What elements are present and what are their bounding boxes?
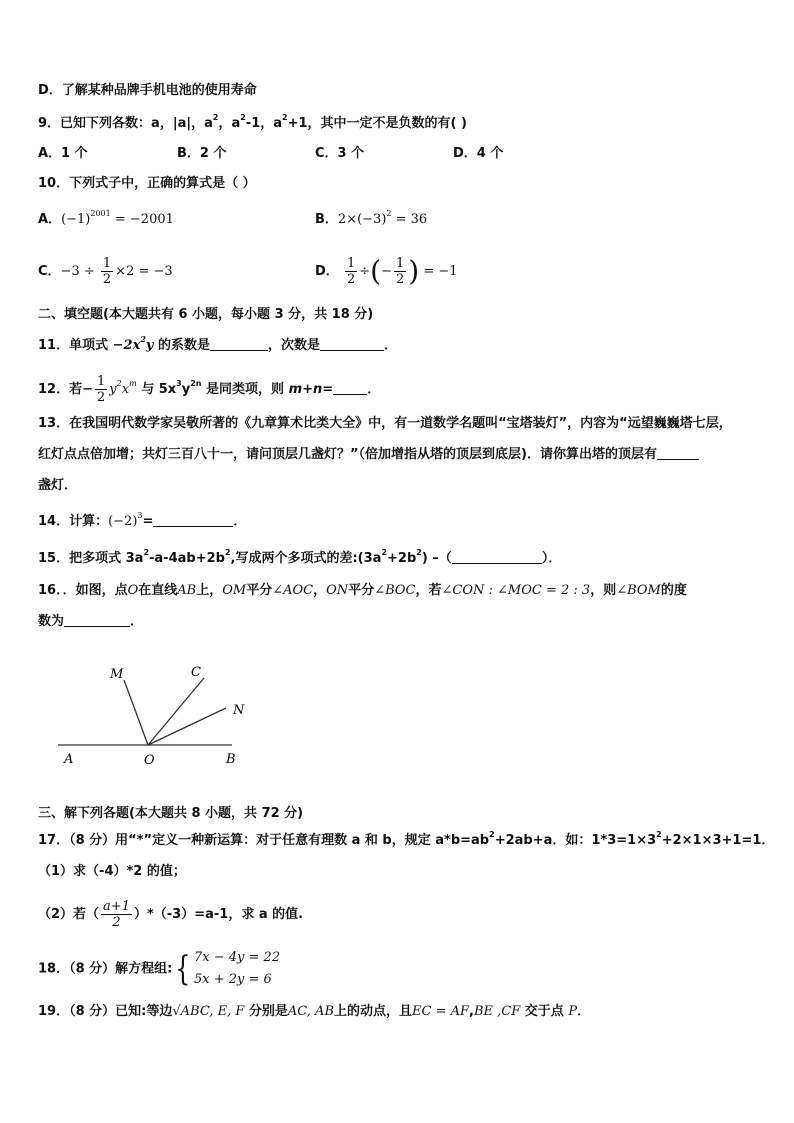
label-n: N xyxy=(233,703,245,718)
q10-a-label: A． xyxy=(38,212,62,227)
q10-c-fraction xyxy=(101,256,113,287)
q12-fraction xyxy=(95,374,107,405)
q9-stem-d: +1，其中一定不是负数的有( ) xyxy=(287,116,467,131)
q12-blank[interactable] xyxy=(333,382,367,395)
q10-option-d[interactable] xyxy=(315,256,458,287)
q17-stem-post2: +2ab+a．如：1*3=1×3 xyxy=(494,833,657,848)
q10-d-minus: − xyxy=(381,264,392,279)
q15-s3: 2 xyxy=(381,548,388,557)
q15-blank[interactable] xyxy=(452,551,542,564)
q16-ang2: ∠BOC xyxy=(374,583,416,598)
q15-text: 15．把多项式 3a xyxy=(38,551,144,566)
label-b: B xyxy=(226,752,236,767)
q14-pre: 14．计算： xyxy=(38,514,109,529)
label-c: C xyxy=(191,665,201,680)
question-17-stem xyxy=(38,830,775,849)
q19-mid4: 交于点 xyxy=(524,1004,564,1019)
q9-option-c[interactable]: C．3 个 xyxy=(315,146,365,161)
q9-option-b[interactable]: B．2 个 xyxy=(177,146,227,161)
question-12 xyxy=(38,374,380,405)
question-16-line-2 xyxy=(38,614,143,630)
q19-mid2: 上的动点，且 xyxy=(334,1004,413,1019)
q10-a-rhs: = −2001 xyxy=(114,212,174,227)
q15-end: ）． xyxy=(541,551,562,566)
q17-fraction xyxy=(101,899,132,930)
question-15 xyxy=(38,548,562,567)
q11-end: ． xyxy=(384,338,398,353)
q12-t1: y xyxy=(109,382,117,397)
q16-l1-e: 平分 xyxy=(348,583,375,598)
q10-d-div: ÷ xyxy=(359,264,371,279)
q10-d-rhs: = −1 xyxy=(423,264,458,279)
q19-mid: 分别是 xyxy=(248,1004,288,1019)
q17-part-1: （1）求（-4）*2 的值； xyxy=(38,864,186,879)
question-14 xyxy=(38,511,247,530)
q12-t1exp: 2 xyxy=(116,379,122,388)
q12-eq: = xyxy=(322,382,334,397)
q14-exp: 3 xyxy=(137,511,143,520)
q16-l1-c: 平分 xyxy=(246,583,273,598)
q9-sup: 2 xyxy=(212,113,219,122)
q12-e2: 2n xyxy=(190,379,202,388)
q19-end: ． xyxy=(577,1004,591,1019)
section-2-heading: 二、填空题(本大题共有 6 小题，每小题 3 分，共 18 分) xyxy=(38,307,374,322)
q12-e1: 3 xyxy=(176,379,182,388)
q16-l1-f: ，若 xyxy=(415,583,442,598)
section-3-heading: 三、解下列各题(本大题共 8 小题，共 72 分) xyxy=(38,806,304,821)
q10-option-b[interactable] xyxy=(315,209,428,228)
q12-y2: y xyxy=(181,382,191,397)
q12-and: 与 5x xyxy=(141,382,177,397)
q10-c-rhs: ×2 = −3 xyxy=(115,264,173,279)
q9-stem-text: 9．已知下列各数：a，|a|，a xyxy=(38,116,213,131)
fraction-denominator: 2 xyxy=(346,272,356,287)
q10-b-lhs: 2×(−3) xyxy=(337,212,387,227)
q16-ratio: ∠CON : ∠MOC = 2 : 3 xyxy=(441,583,591,598)
question-10-stem: 10．下列式子中，正确的算式是（ ） xyxy=(38,176,256,191)
q10-option-a[interactable] xyxy=(38,209,174,228)
q13-line-1: 13．在我国明代数学家吴敬所著的《九章算术比类大全》中，有一道数学名题叫“宝塔装灯”，内容为“远望巍巍塔七层， xyxy=(38,416,732,431)
q12-t2: x xyxy=(121,382,130,397)
q10-b-label: B． xyxy=(315,212,338,227)
q10-a-exp: 2001 xyxy=(90,209,111,218)
angle-figure xyxy=(50,658,250,770)
q16-l1-g: ，则 xyxy=(590,583,617,598)
q10-c-lhs: −3 ÷ xyxy=(60,264,95,279)
q11-post: 的系数是 xyxy=(158,338,211,353)
q16-l1-pre: 16．．如图，点 xyxy=(38,583,128,598)
q17-p2-pre: （2）若（ xyxy=(38,907,100,922)
q16-l1-b: 上， xyxy=(196,583,223,598)
q16-l1-h: 的度 xyxy=(660,583,687,598)
q10-b-rhs: = 36 xyxy=(395,212,428,227)
q12-mn: m+n xyxy=(288,382,323,397)
q19-lines: BE ,CF xyxy=(473,1004,521,1019)
q17-s2: 2 xyxy=(656,830,662,839)
ray-om xyxy=(124,680,148,745)
q17-part-2 xyxy=(38,899,303,930)
q10-b-exp: 2 xyxy=(386,209,392,218)
equation-2: 5x + 2y = 6 xyxy=(194,972,272,987)
q10-c-label: C． xyxy=(38,264,61,279)
q13-blank[interactable] xyxy=(657,447,699,460)
q16-ON: ON xyxy=(326,583,349,598)
label-o: O xyxy=(144,753,155,768)
q9-sup: 2 xyxy=(240,113,246,122)
q12-pre: 12．若 xyxy=(38,382,83,397)
q19-seg: AC, AB xyxy=(287,1004,334,1019)
fraction-numerator: 1 xyxy=(395,256,405,271)
fraction-denominator: 2 xyxy=(97,390,106,405)
q16-OM: OM xyxy=(222,583,247,598)
q19-P: P xyxy=(568,1004,578,1019)
fraction-numerator: 1 xyxy=(97,374,106,389)
q9-stem-b: ，a xyxy=(218,116,241,131)
q12-end: ． xyxy=(367,382,381,397)
q11-y: y xyxy=(145,338,154,353)
q13-line-2-text: 红灯点点倍加增；共灯三百八十一，请问顶层几盏灯？”（倍加增指从塔的顶层到底层)．请你算出塔的顶层有 xyxy=(38,447,657,462)
question-18 xyxy=(38,947,280,991)
q15-t5: ) –（ xyxy=(421,551,452,566)
q14-expr: (−2) xyxy=(108,514,138,529)
q19-pre: 19．（8 分）已知:等边 xyxy=(38,1004,173,1019)
question-16-line-1 xyxy=(38,583,687,599)
label-m: M xyxy=(110,667,124,682)
ray-oc xyxy=(148,678,204,745)
q10-d-label: D． xyxy=(315,264,339,279)
q9-sup: 2 xyxy=(282,113,288,122)
q11-exp: 2 xyxy=(140,334,146,344)
fraction-denominator: 2 xyxy=(112,915,121,930)
q9-option-a[interactable]: A．1 个 xyxy=(38,146,88,161)
q16-O: O xyxy=(127,583,139,598)
left-paren: ( xyxy=(370,254,382,288)
q16-blank[interactable] xyxy=(64,614,130,627)
q15-s4: 2 xyxy=(416,548,422,557)
q10-d-fraction-1 xyxy=(345,256,357,287)
q10-option-c[interactable] xyxy=(38,256,173,287)
q12-minus: − xyxy=(82,382,93,397)
q15-s2: 2 xyxy=(224,548,231,557)
q17-stem-post: ”定义一种新运算：对于任意有理数 a 和 b，规定 a*b=ab xyxy=(143,833,490,848)
label-a: A xyxy=(64,752,74,767)
q11-blank-2[interactable] xyxy=(320,338,384,351)
q17-stem-pre: 17．（8 分）用“ xyxy=(38,833,137,848)
q12-post: 是同类项，则 xyxy=(206,382,285,397)
q18-pre: 18．（8 分）解方程组: xyxy=(38,961,173,977)
q17-stem-post3: +2×1×3+1=1． xyxy=(661,833,775,848)
question-11 xyxy=(38,334,398,354)
q17-star: * xyxy=(136,833,144,848)
q16-l2: 数为 xyxy=(38,614,65,629)
q19-eq: EC = AF xyxy=(412,1004,470,1019)
q16-l2-end: ． xyxy=(130,614,144,629)
right-paren: ) xyxy=(408,254,420,288)
equation-system xyxy=(194,947,280,991)
q11-mid: ，次数是 xyxy=(268,338,321,353)
left-brace: { xyxy=(175,949,191,989)
ray-on xyxy=(148,708,226,745)
q16-l1-a: 在直线 xyxy=(138,583,178,598)
fraction-denominator: 2 xyxy=(102,272,112,287)
q11-pre: 11．单项式 xyxy=(38,338,109,353)
question-9-stem xyxy=(38,113,467,132)
q16-l1-d: ， xyxy=(313,583,327,598)
q16-AB: AB xyxy=(177,583,197,598)
option-d-previous: D．了解某种品牌手机电池的使用寿命 xyxy=(38,83,257,98)
q15-t4: +2b xyxy=(387,551,417,566)
equation-1: 7x − 4y = 22 xyxy=(194,950,281,965)
q16-ang1: ∠AOC xyxy=(272,583,314,598)
q14-eq: = xyxy=(142,514,154,529)
q16-ang3: ∠BOM xyxy=(616,583,661,598)
q10-d-fraction-2 xyxy=(394,256,406,287)
q13-line-2 xyxy=(38,447,699,463)
q11-expr: −2x xyxy=(112,338,141,353)
q14-blank[interactable] xyxy=(153,514,233,527)
q15-t3: ,写成两个多项式的差:(3a xyxy=(230,551,382,566)
fraction-numerator: a+1 xyxy=(103,899,130,914)
q17-p2-post: ）*（-3）=a-1，求 a 的值. xyxy=(133,907,304,922)
q19-mid3: , xyxy=(469,1004,474,1019)
fraction-numerator: 1 xyxy=(102,256,112,271)
q15-s1: 2 xyxy=(143,548,150,557)
q9-option-d[interactable]: D．4 个 xyxy=(453,146,504,161)
q10-a-base: (−1) xyxy=(61,212,91,227)
q11-blank-1[interactable] xyxy=(210,338,268,351)
q9-stem-c: -1，a xyxy=(245,116,283,131)
q14-end: ． xyxy=(233,514,247,529)
question-19 xyxy=(38,1004,590,1020)
q19-tri: √ABC, E, F xyxy=(172,1004,245,1019)
fraction-numerator: 1 xyxy=(346,256,356,271)
q13-line-3: 盏灯． xyxy=(38,478,78,493)
q12-t2exp: m xyxy=(129,379,137,388)
fraction-denominator: 2 xyxy=(395,272,405,287)
q17-s1: 2 xyxy=(489,830,495,839)
q15-t2: -a-4ab+2b xyxy=(149,551,225,566)
